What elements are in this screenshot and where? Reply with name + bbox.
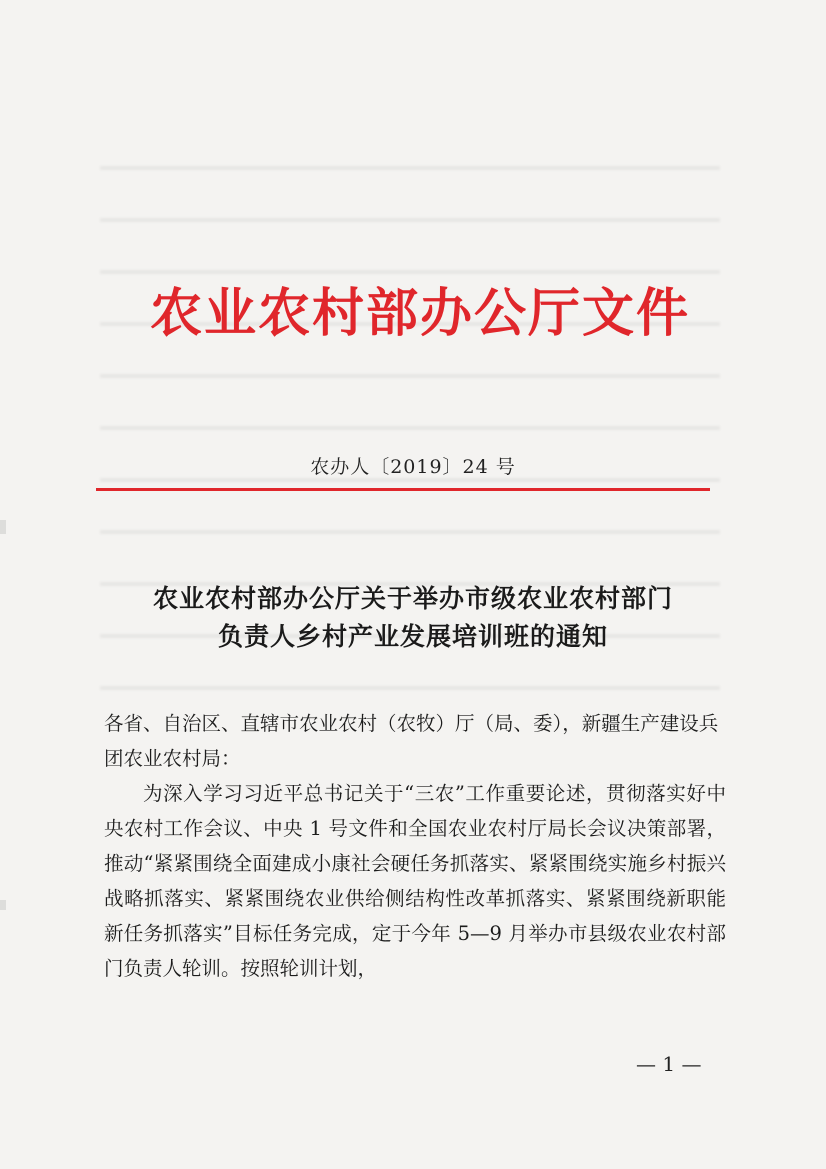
notice-title <box>90 580 736 656</box>
red-divider-line <box>96 488 710 491</box>
addressee: 各省、自治区、直辖市农业农村（农牧）厅（局、委），新疆生产建设兵团农业农村局： <box>104 712 719 770</box>
binding-mark <box>0 900 6 910</box>
document-number: 农办人〔2019〕24 号 <box>310 456 516 478</box>
binding-mark <box>0 520 6 534</box>
issuer-header-title: 农业农村部办公厅文件 <box>150 284 691 344</box>
notice-title-line-2: 负责人乡村产业发展培训班的通知 <box>217 622 608 651</box>
body-paragraph: 为深入学习习近平总书记关于“三农”工作重要论述，贯彻落实好中央农村工作会议、中央 1 号文件和全国农业农村厅局长会议决策部署，推动“紧紧围绕全面建成小康社会硬任务抓落实、紧紧围绕实施乡村振兴战略抓落实、紧紧围绕农业供给侧结构性改革抓落实、紧紧围绕新职能新任务抓落实”目标任务完成，定于今年 5—9 月举办市县级农业农村部门负责人轮训。按照轮训计划， <box>104 782 726 980</box>
page-number: — 1 — <box>636 1052 702 1076</box>
notice-title-line-1: 农业农村部办公厅关于举办市级农业农村部门 <box>152 584 673 613</box>
